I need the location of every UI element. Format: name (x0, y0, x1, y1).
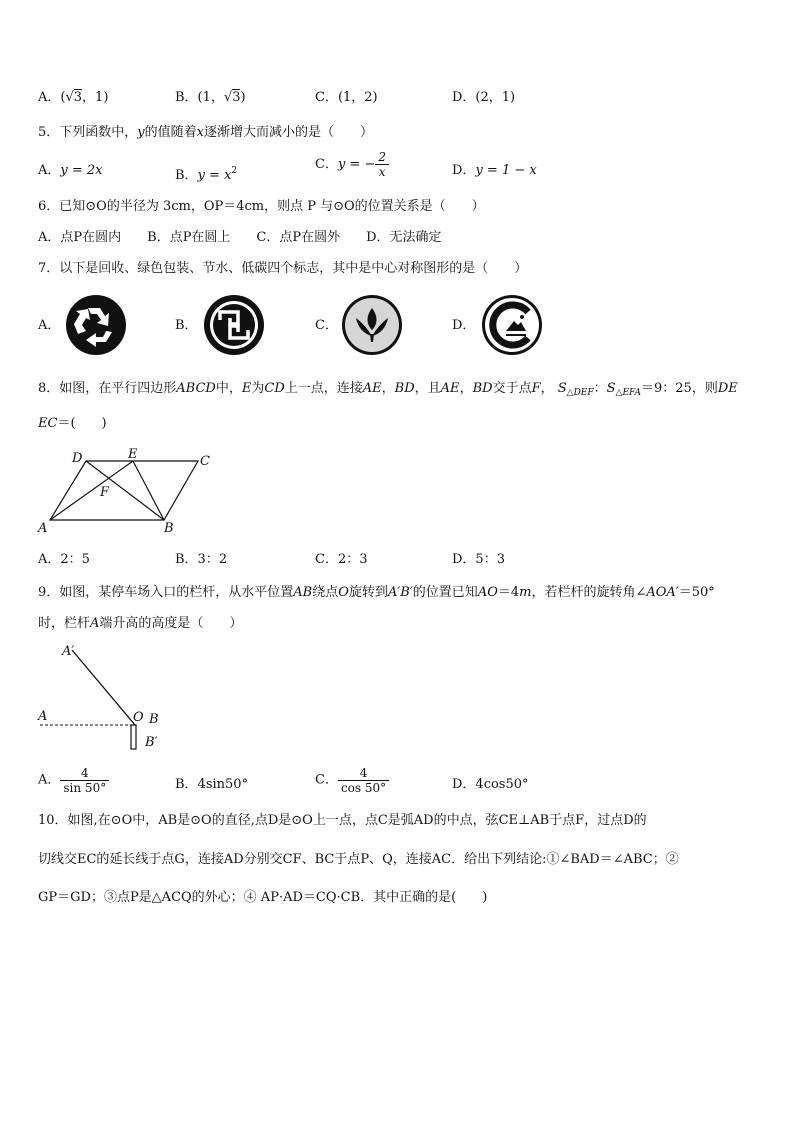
label-D: D (72, 451, 83, 466)
label-A: A (38, 709, 48, 724)
q9-option-b[interactable]: B．4sin50° (175, 777, 249, 792)
q10-stem-line3: GP＝GD；③点P是△ACQ的外心；④ AP·AD＝CQ·CB．其中正确的是( ) (38, 890, 488, 905)
q8-option-d[interactable]: D．5：3 (452, 552, 505, 567)
fraction: $\frac{4}{\cos 50^\circ}$ (338, 766, 389, 795)
label-E: E (128, 447, 138, 462)
fraction: $\frac{2}{x}$ (375, 150, 389, 179)
recycle-logo-icon[interactable] (64, 294, 128, 356)
fraction: $\frac{4}{\sin 50^\circ}$ (60, 766, 109, 795)
sqrt-sign: √ (65, 90, 74, 105)
q5-option-d[interactable]: D．y = 1 − x (452, 163, 537, 178)
q4-option-d[interactable]: D．(2，1) (452, 90, 516, 105)
q8-option-b[interactable]: B．3：2 (175, 552, 228, 567)
q8-option-c[interactable]: C．2：3 (315, 552, 368, 567)
q7-stem: 7．以下是回收、绿色包装、节水、低碳四个标志，其中是中心对称图形的是（ ） (38, 261, 528, 276)
q6-options[interactable]: A．点P在圆内 B．点P在圆上 C．点P在圆外 D．无法确定 (38, 230, 442, 245)
q9-stem-line1: 9．如图，某停车场入口的栏杆，从水平位置AB绕点O旋转到A′B′的位置已知AO＝4m，若栏杆的旋转角∠AOA′＝50° (38, 585, 715, 600)
q8-option-a[interactable]: A．2：5 (38, 552, 90, 567)
q5-option-a[interactable]: A．y = 2x (38, 163, 103, 178)
label-F: F (100, 485, 110, 500)
q9-option-c[interactable]: C． $\frac{4}{\cos 50^\circ}$ (315, 766, 389, 795)
q8-stem-line2: EC＝( ) (38, 416, 107, 431)
low-carbon-logo-icon[interactable] (480, 294, 544, 356)
q7-option-a[interactable]: A． (38, 318, 61, 333)
q7-option-b[interactable]: B． (175, 318, 198, 333)
q9-option-a[interactable]: A． $\frac{4}{\sin 50^\circ}$ (38, 766, 109, 795)
label-A-prime: A′ (62, 644, 75, 659)
q10-stem-line1: 10．如图,在⊙O中，AB是⊙O的直径,点D是⊙O上一点，点C是弧AD的中点，弦CE⊥AB于点F，过点D的 (38, 813, 647, 828)
sqrt-sign: √ (223, 90, 233, 105)
q5-option-c[interactable]: C．y = − $\frac{2}{x}$ (315, 150, 389, 179)
label-C: C (200, 454, 210, 469)
q6-stem: 6．已知⊙O的半径为 3cm，OP＝4cm，则点 P 与⊙O的位置关系是（ ） (38, 199, 485, 214)
label-B: B (164, 521, 174, 536)
q4-option-a[interactable]: A．(√3，1) (38, 90, 109, 105)
label-B-prime: B′ (145, 735, 158, 750)
q5-stem: 5．下列函数中，y的值随着x逐渐增大而减小的是（ ） (38, 125, 374, 140)
q5-option-b[interactable]: B．$y = x^2$ (175, 166, 238, 183)
label-O: O (133, 710, 144, 725)
q4-option-b[interactable]: B．(1，√3) (175, 90, 246, 105)
q7-option-d[interactable]: D． (452, 318, 476, 333)
green-packaging-logo-icon[interactable] (202, 294, 266, 356)
q7-option-c[interactable]: C． (315, 318, 338, 333)
parallelogram-figure (36, 446, 226, 538)
barrier-figure (34, 642, 174, 758)
label-B: B (149, 712, 159, 727)
q10-stem-line2: 切线交EC的延长线于点G，连接AD分别交CF、BC于点P、Q，连接AC．给出下列结论:①∠BAD＝∠ABC；② (38, 852, 679, 867)
label-A: A (38, 521, 48, 536)
q9-option-d[interactable]: D．4cos50° (452, 777, 529, 792)
q4-option-c[interactable]: C．(1，2) (315, 90, 378, 105)
water-saving-logo-icon[interactable] (340, 294, 404, 356)
q9-stem-line2: 时，栏杆A端升高的高度是（ ） (38, 616, 243, 631)
q8-stem-line1: 8．如图，在平行四边形ABCD中，E为CD上一点，连接AE，BD，且AE，BD交于点F， $S_{\triangle DEF}$：$S_{\triangle EFA}=9$：25，则DE (38, 381, 738, 398)
